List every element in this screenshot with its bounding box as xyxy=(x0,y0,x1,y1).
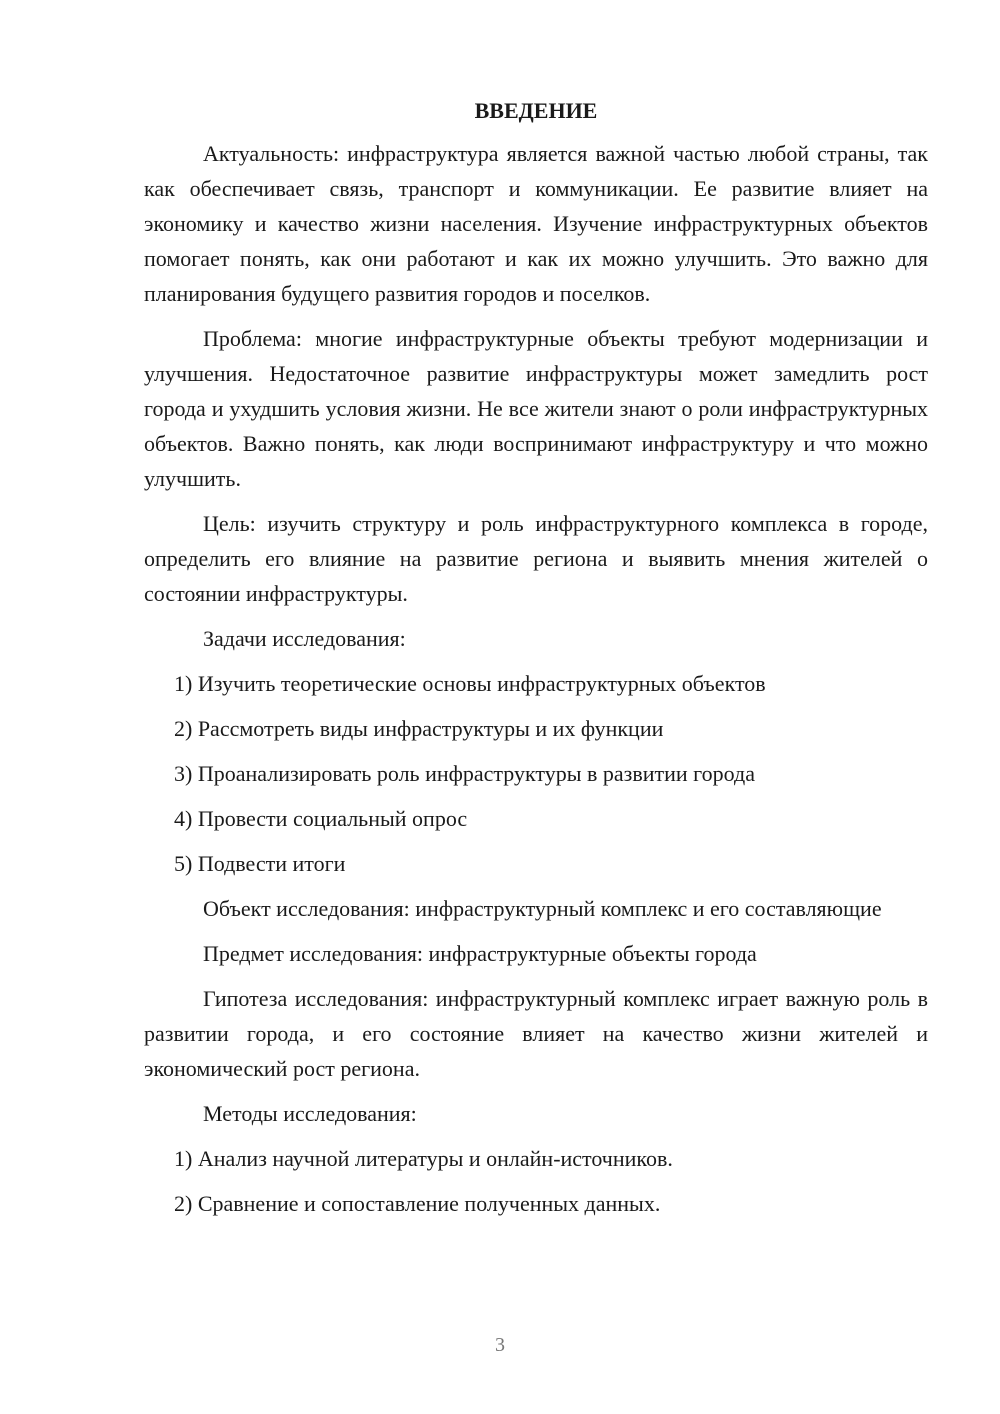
section-title: ВВЕДЕНИЕ xyxy=(474,98,598,123)
methods-heading: Методы исследования: xyxy=(203,1101,417,1126)
hypothesis-paragraph: Гипотеза исследования: инфраструктурный комплекс играет важную роль в развитии города, и его состояние влияет на качество жизни жителей и экономический рост региона. xyxy=(144,986,928,1081)
page-content xyxy=(144,96,928,1231)
goal-paragraph: Цель: изучить структуру и роль инфраструктурного комплекса в городе, определить его влияние на развитие региона и выявить мнения жителей о состоянии инфраструктуры. xyxy=(144,511,928,606)
method-item: 2) Сравнение и сопоставление полученных данных. xyxy=(174,1191,661,1216)
task-item: 4) Провести социальный опрос xyxy=(174,806,468,831)
task-item: 5) Подвести итоги xyxy=(174,851,346,876)
problem-paragraph: Проблема: многие инфраструктурные объекты требуют модернизации и улучшения. Недостаточное развитие инфраструктуры может замедлить рост города и ухудшить условия жизни. Не все жители знают о роли инфраструктурных объектов. Важно понять, как люди воспринимают инфраструктуру и что можно улучшить. xyxy=(144,326,928,491)
relevance-paragraph: Актуальность: инфраструктура является важной частью любой страны, так как обеспечивает связь, транспорт и коммуникации. Ее развитие влияет на экономику и качество жизни населения. Изучение инфраструктурных объектов помогает понять, как они работают и как их можно улучшить. Это важно для планирования будущего развития городов и поселков. xyxy=(144,141,928,306)
tasks-heading: Задачи исследования: xyxy=(203,626,406,651)
method-item: 1) Анализ научной литературы и онлайн-источников. xyxy=(174,1146,673,1171)
task-item: 2) Рассмотреть виды инфраструктуры и их функции xyxy=(174,716,664,741)
task-item: 3) Проанализировать роль инфраструктуры в развитии города xyxy=(174,761,755,786)
page-number: 3 xyxy=(495,1334,505,1356)
task-item: 1) Изучить теоретические основы инфраструктурных объектов xyxy=(174,671,766,696)
object-paragraph: Объект исследования: инфраструктурный комплекс и его составляющие xyxy=(203,896,882,921)
subject-paragraph: Предмет исследования: инфраструктурные объекты города xyxy=(203,941,757,966)
